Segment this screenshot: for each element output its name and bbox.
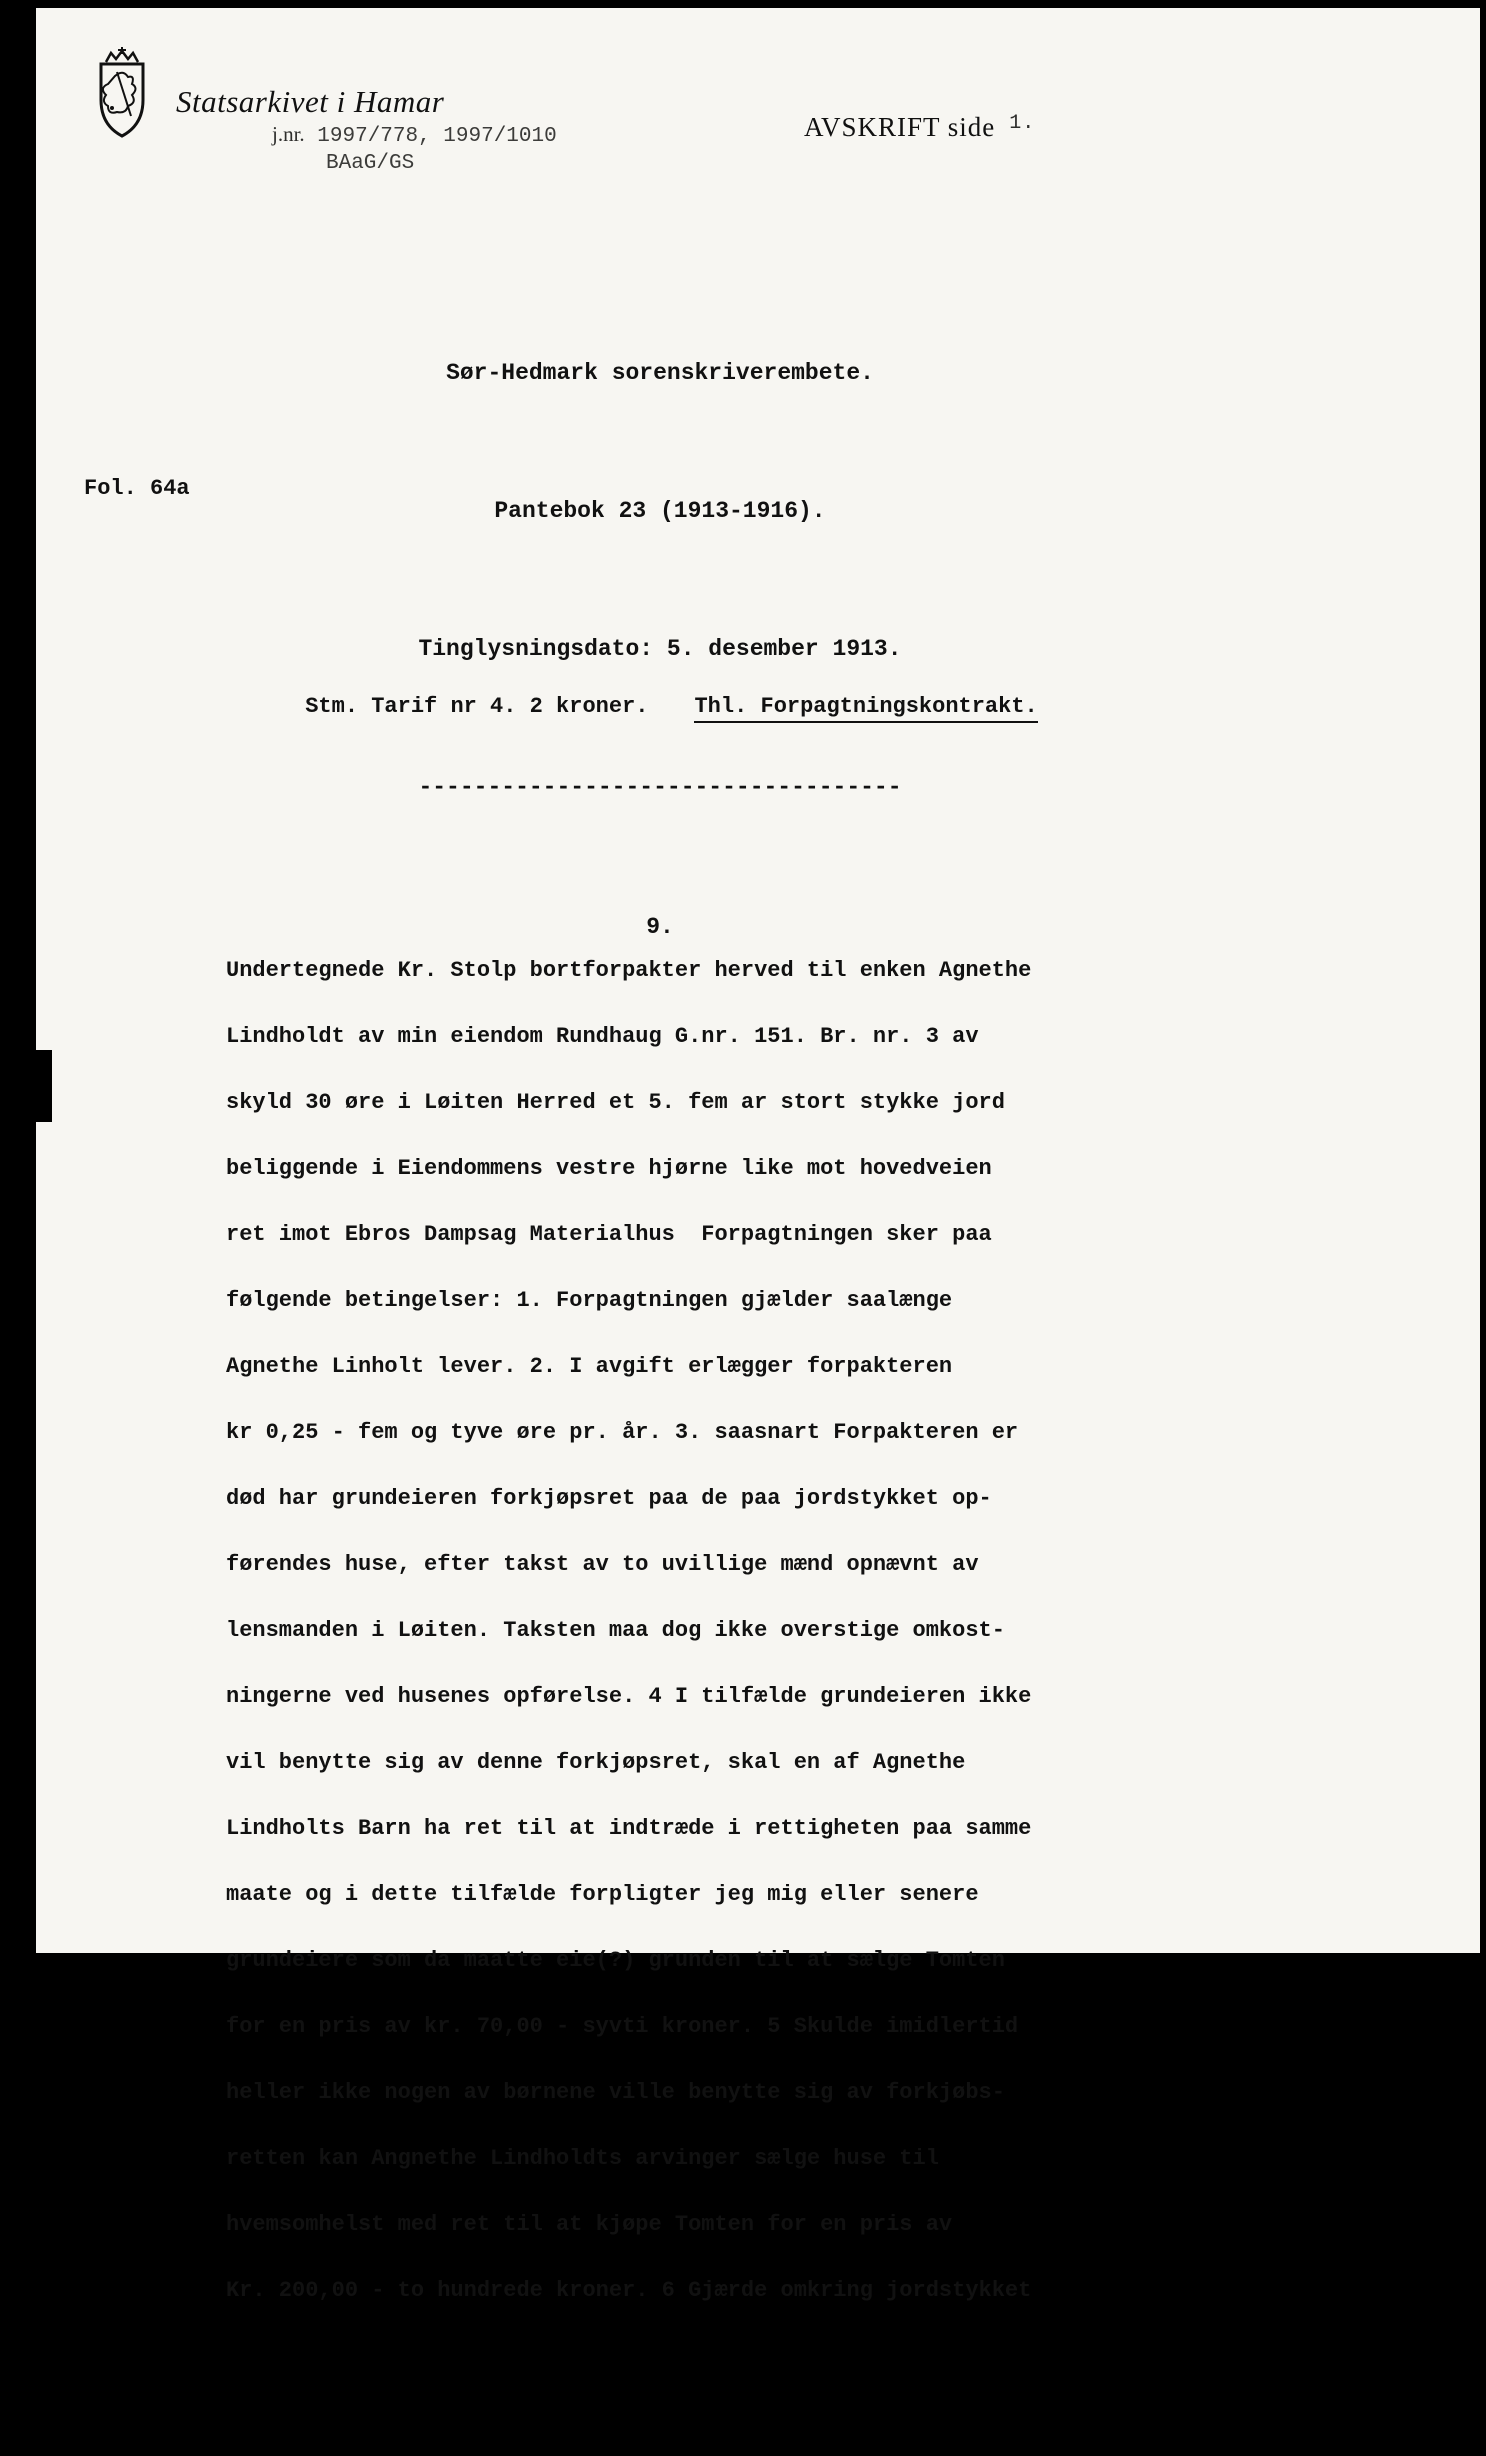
reference-code: BAaG/GS	[326, 152, 415, 175]
archive-name: Statsarkivet i Hamar	[176, 84, 445, 119]
body-text-line: grundeiere som da maatte eie(?) grunden til at sælge Tomten	[226, 1948, 1005, 1973]
body-text-line: beliggende i Eiendommens vestre hjørne like mot hovedveien	[226, 1156, 992, 1181]
body-text-line: vil benytte sig av denne forkjøpsret, skal en af Agnethe	[226, 1750, 966, 1775]
title-date: Tinglysningsdato: 5. desember 1913.	[418, 636, 902, 662]
section-number: 9.	[646, 914, 674, 940]
body-text-line: Lindholts Barn ha ret til at indtræde i rettigheten paa samme	[226, 1816, 1032, 1841]
journal-number-label: j.nr.	[272, 122, 305, 146]
journal-number-line	[272, 122, 557, 148]
scanned-document-page	[36, 8, 1480, 2303]
journal-number-value: 1997/778, 1997/1010	[317, 125, 557, 148]
title-register: Pantebok 23 (1913-1916).	[494, 498, 826, 524]
transcript-header	[804, 112, 1035, 143]
body-text-line: skyld 30 øre i Løiten Herred et 5. fem ar stort stykke jord	[226, 1090, 1005, 1115]
tariff-text: Stm. Tarif nr 4. 2 kroner.	[305, 694, 649, 719]
body-text-line: kr 0,25 - fem og tyve øre pr. år. 3. saasnart Forpakteren er	[226, 1420, 1019, 1445]
body-text-line: hvemsomhelst med ret til at kjøpe Tomten for en pris av	[226, 2212, 953, 2237]
body-text-line: død har grundeieren forkjøpsret paa de paa jordstykket op-	[226, 1486, 992, 1511]
contract-heading: Thl. Forpagtningskontrakt.	[694, 694, 1037, 723]
body-text-line: førendes huse, efter takst av to uvillige mænd opnævnt av	[226, 1552, 979, 1577]
divider-dashes: -----------------------------------	[418, 774, 902, 800]
title-court: Sør-Hedmark sorenskriverembete.	[446, 360, 874, 386]
body-text-line: Agnethe Linholt lever. 2. I avgift erlægger forpakteren	[226, 1354, 953, 1379]
transcript-label: AVSKRIFT side	[804, 112, 996, 142]
body-text-line: heller ikke nogen av børnene ville benytte sig av forkjøbs-	[226, 2080, 1005, 2105]
body-text-line: lensmanden i Løiten. Taksten maa dog ikke overstige omkost-	[226, 1618, 1005, 1643]
body-text-line: Kr. 200,00 - to hundrede kroner. 6 Gjærde omkring jordstykket	[226, 2278, 1032, 2303]
scan-edge-artifact	[0, 1050, 52, 1122]
folio-label: Fol. 64a	[84, 476, 190, 501]
body-text-line: retten kan Angnethe Lindholdts arvinger sælge huse til	[226, 2146, 939, 2171]
body-text-line: Undertegnede Kr. Stolp bortforpakter herved til enken Agnethe	[226, 958, 1032, 983]
body-text	[226, 476, 1038, 2456]
statsarkivet-logo	[86, 46, 158, 147]
body-text-line: Lindholdt av min eiendom Rundhaug G.nr. 151. Br. nr. 3 av	[226, 1024, 979, 1049]
body-text-line: ningerne ved husenes opførelse. 4 I tilfælde grundeieren ikke	[226, 1684, 1032, 1709]
body-text-line: maate og i dette tilfælde forpligter jeg mig eller senere	[226, 1882, 979, 1907]
coat-of-arms-icon	[86, 46, 158, 142]
page-number: 1.	[1009, 112, 1036, 135]
body-text-line: for en pris av kr. 70,00 - syvti kroner. 5 Skulde imidlertid	[226, 2014, 1019, 2039]
body-text-line: følgende betingelser: 1. Forpagtningen gjælder saalænge	[226, 1288, 953, 1313]
body-first-line	[226, 608, 1038, 806]
body-text-line: ret imot Ebros Dampsag Materialhus Forpagtningen sker paa	[226, 1222, 992, 1247]
body-lines	[226, 938, 1038, 2324]
